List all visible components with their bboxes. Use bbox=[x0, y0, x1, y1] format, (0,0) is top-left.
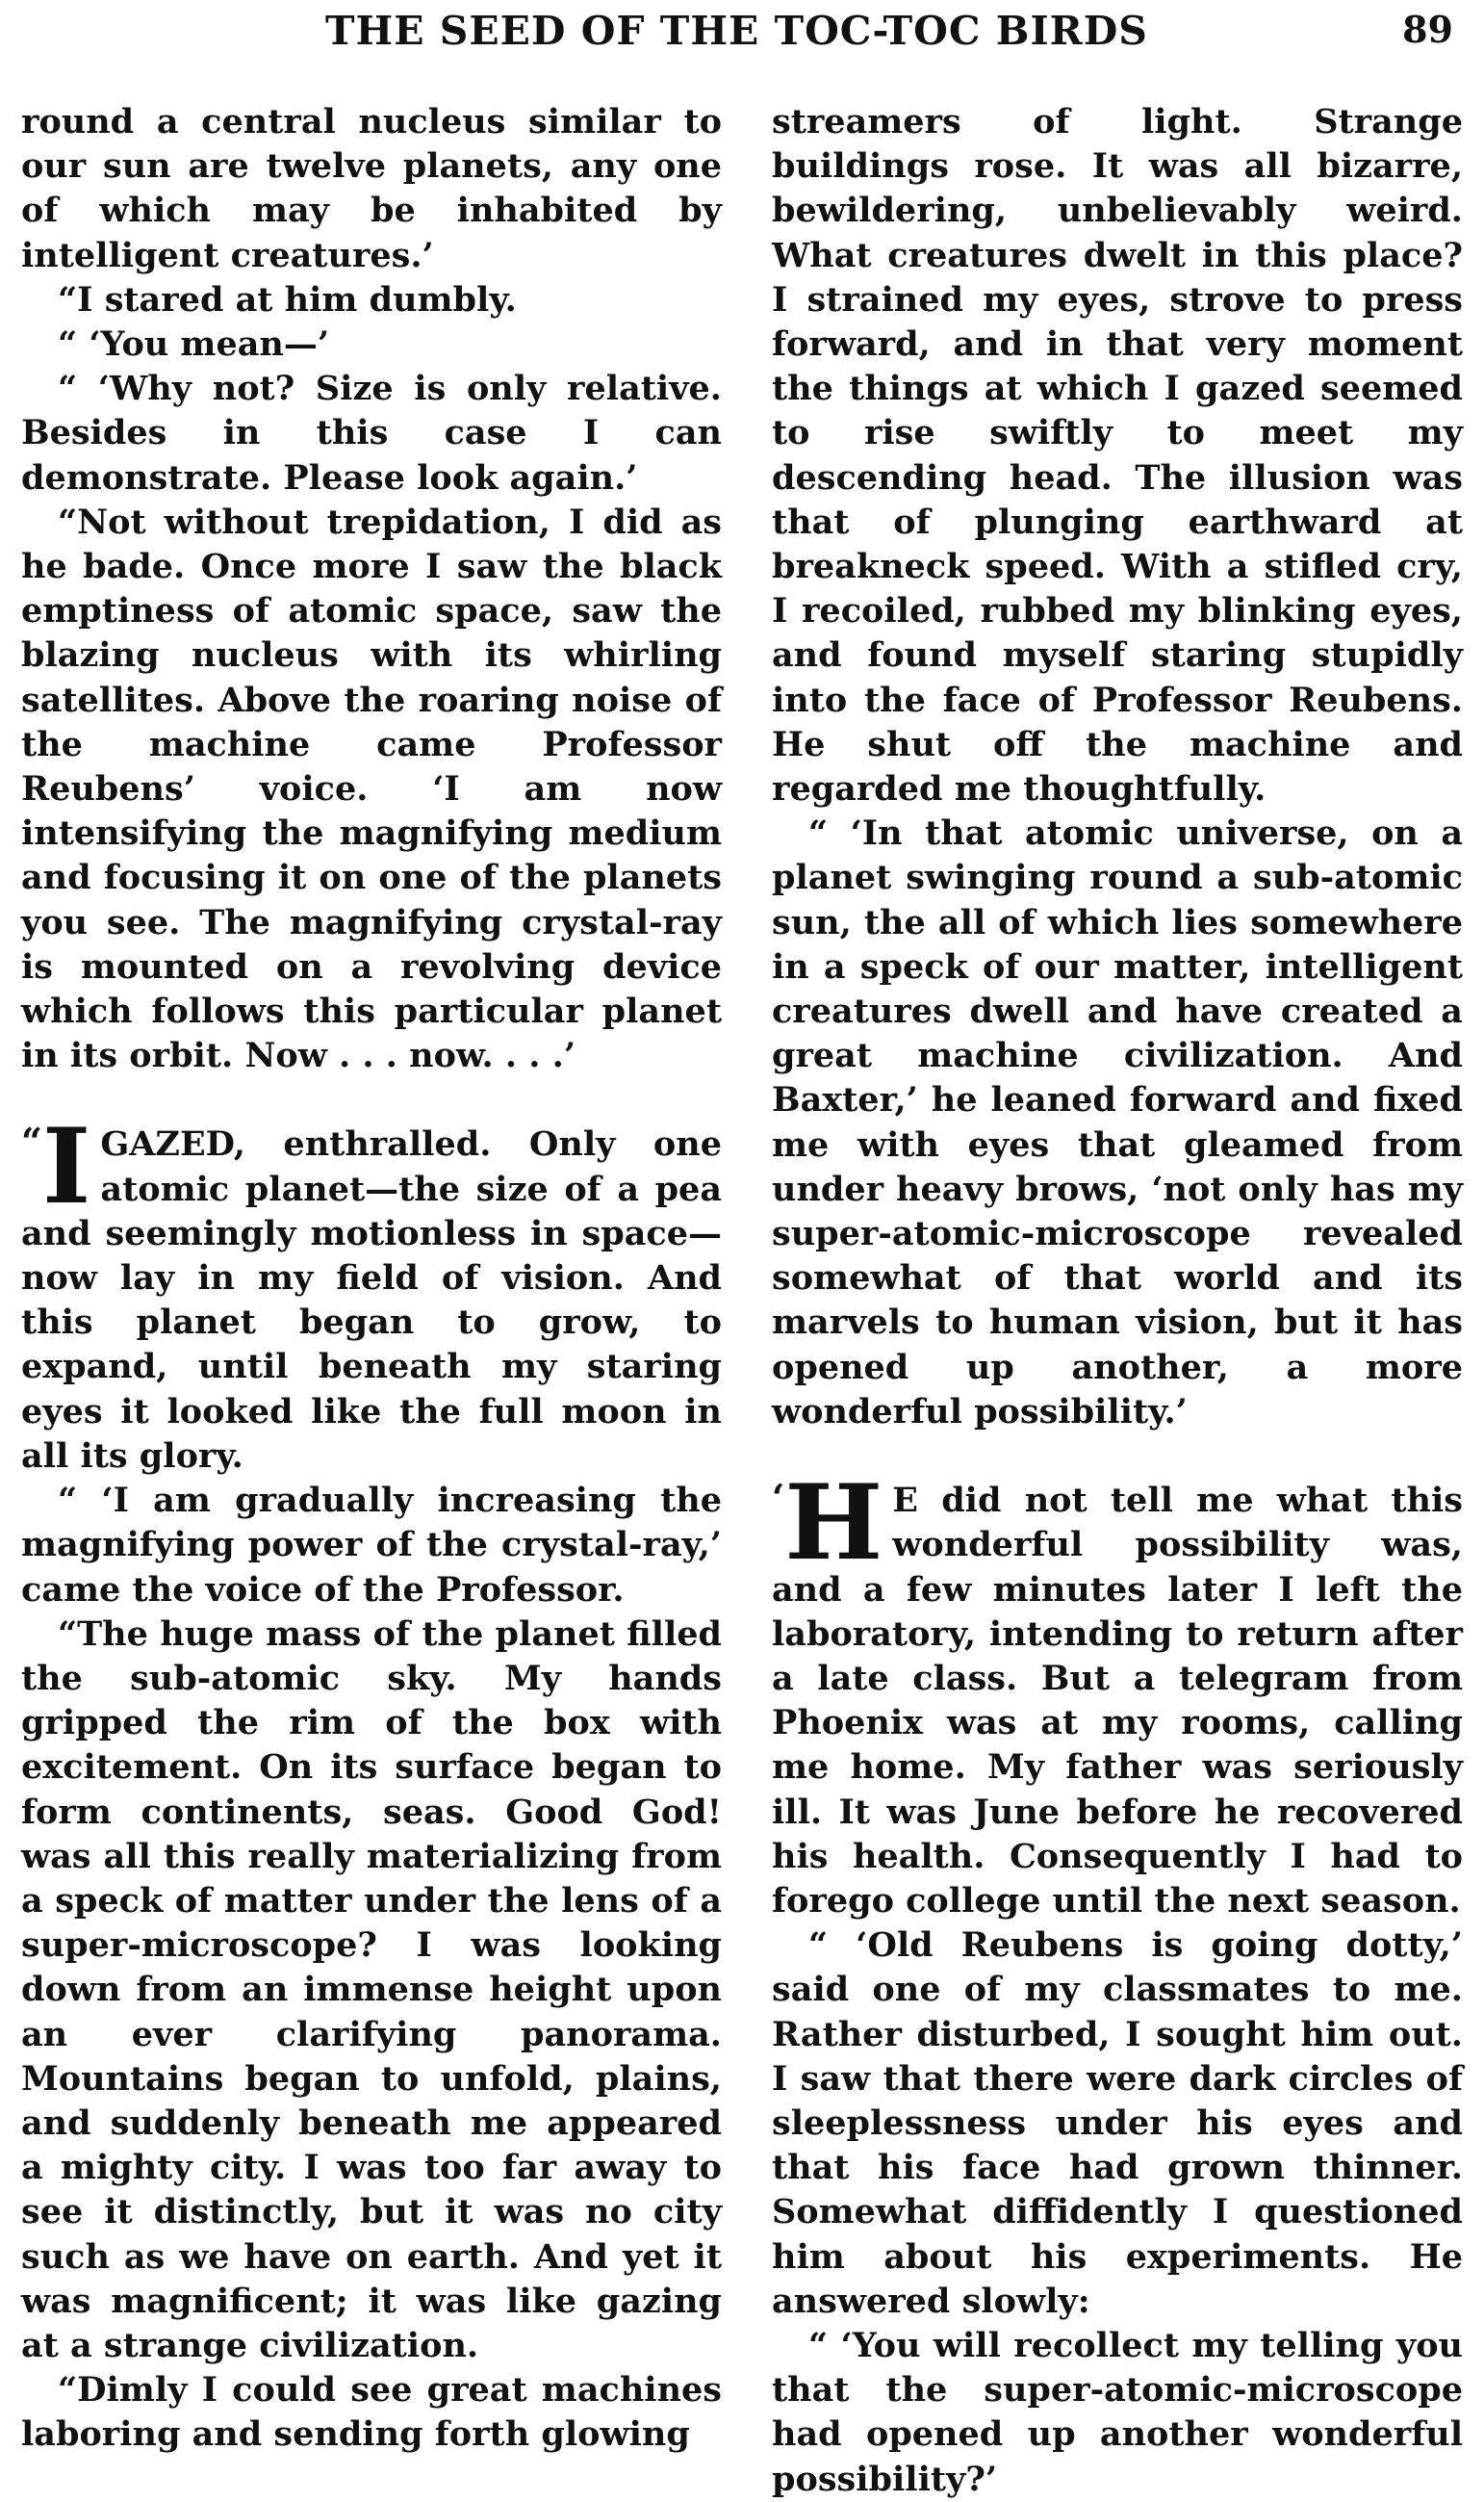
paragraph: “ ‘You mean—’ bbox=[58, 324, 330, 365]
paragraph: “ ‘In that atomic universe, on a planet swinging round a sub-atomic sun, the all of which lies somewhere in a speck of our matter, intelligent creatures dwell and have created a great machine civilization. And Baxter,’ he leaned forward and fixed me with eyes that gleamed from under heavy brows, ‘not only has my super-atomic-microscope revealed somewhat of that world and its marvels to human vision, but it has opened up another, a more wonderful possibility.’ bbox=[772, 813, 1463, 1432]
page-title: THE SEED OF THE TOC-TOC BIRDS bbox=[325, 8, 1148, 54]
opening-quote-mark: ‘ bbox=[772, 1476, 785, 1520]
page-number: 89 bbox=[1402, 8, 1453, 51]
drop-cap: I bbox=[41, 1106, 91, 1228]
paragraph: “ ‘I am gradually increasing the magnifying power of the crystal-ray,’ came the voice of the Professor. bbox=[21, 1481, 722, 1610]
paragraph: “ ‘Why not? Size is only relative. Besides in this case I can demonstrate. Please look again.’ bbox=[21, 369, 722, 498]
paragraph: “ ‘You will recollect my telling you that the super-atomic-microscope had opened up another wonderful possibility?’ bbox=[772, 2325, 1463, 2499]
paragraph: “ ‘Old Reubens is going dotty,’ said one of my classmates to me. Rather disturbed, I sought him out. I saw that there were dark circles of sleeplessness under his eyes and that his face had grown thinner. Somewhat diffidently I questioned him about his experiments. He answered slowly: bbox=[772, 1925, 1463, 2321]
left-column bbox=[21, 100, 722, 2458]
right-column bbox=[772, 100, 1463, 2502]
paragraph: “Not without trepidation, I did as he bade. Once more I saw the black emptiness of atomic space, saw the blazing nucleus with its whirling satellites. Above the roaring noise of the machine came Professor Reubens’ voice. ‘I am now intensifying the magnifying medium and focusing it on one of the planets you see. The magnifying crystal-ray is mounted on a revolving device which follows this particular planet in its orbit. Now . . . now. . . .’ bbox=[21, 502, 722, 1076]
running-header bbox=[289, 8, 1453, 65]
drop-cap: H bbox=[784, 1462, 883, 1585]
paragraph-text: GAZED, enthralled. Only one atomic planet—the size of a pea and seemingly motionless in space—now lay in my field of vision. And this planet began to grow, to expand, until beneath my staring eyes it looked like the full moon in all its glory. bbox=[21, 1124, 722, 1476]
section-opening-paragraph bbox=[772, 1462, 1463, 1923]
opening-quote-mark: “ bbox=[21, 1120, 42, 1164]
paragraph: round a central nucleus similar to our sun are twelve planets, any one of which may be inhabited by intelligent creatures.’ bbox=[21, 102, 722, 275]
paragraph: “I stared at him dumbly. bbox=[58, 279, 517, 320]
paragraph-text: E did not tell me what this wonderful possibility was, and a few minutes later I left the laboratory, intending to return after a late class. But a telegram from Phoenix was at my rooms, calling me home. My father was seriously ill. It was June before he recovered his health. Consequently I had to forego college until the next season. bbox=[772, 1481, 1463, 1921]
section-opening-paragraph bbox=[21, 1106, 722, 1479]
paragraph: “The huge mass of the planet filled the sub-atomic sky. My hands gripped the rim of the box with excitement. On its surface began to form continents, seas. Good God! was all this really materializing from a speck of matter under the lens of a super-microscope? I was looking down from an immense height upon an ever clarifying panorama. Mountains began to unfold, plains, and suddenly beneath me appeared a mighty city. I was too far away to see it distinctly, but it was no city such as we have on earth. And yet it was magnificent; it was like gazing at a strange civilization. bbox=[21, 1613, 722, 2365]
paragraph: streamers of light. Strange buildings rose. It was all bizarre, bewildering, unbelievably weird. What creatures dwelt in this place? I strained my eyes, strove to press forward, and in that very moment the things at which I gazed seemed to rise swiftly to meet my descending head. The illusion was that of plunging earthward at breakneck speed. With a stifled cry, I recoiled, rubbed my blinking eyes, and found myself staring stupidly into the face of Professor Reubens. He shut off the machine and regarded me thoughtfully. bbox=[772, 102, 1463, 810]
paragraph: “Dimly I could see great machines laboring and sending forth glowing bbox=[21, 2370, 722, 2455]
